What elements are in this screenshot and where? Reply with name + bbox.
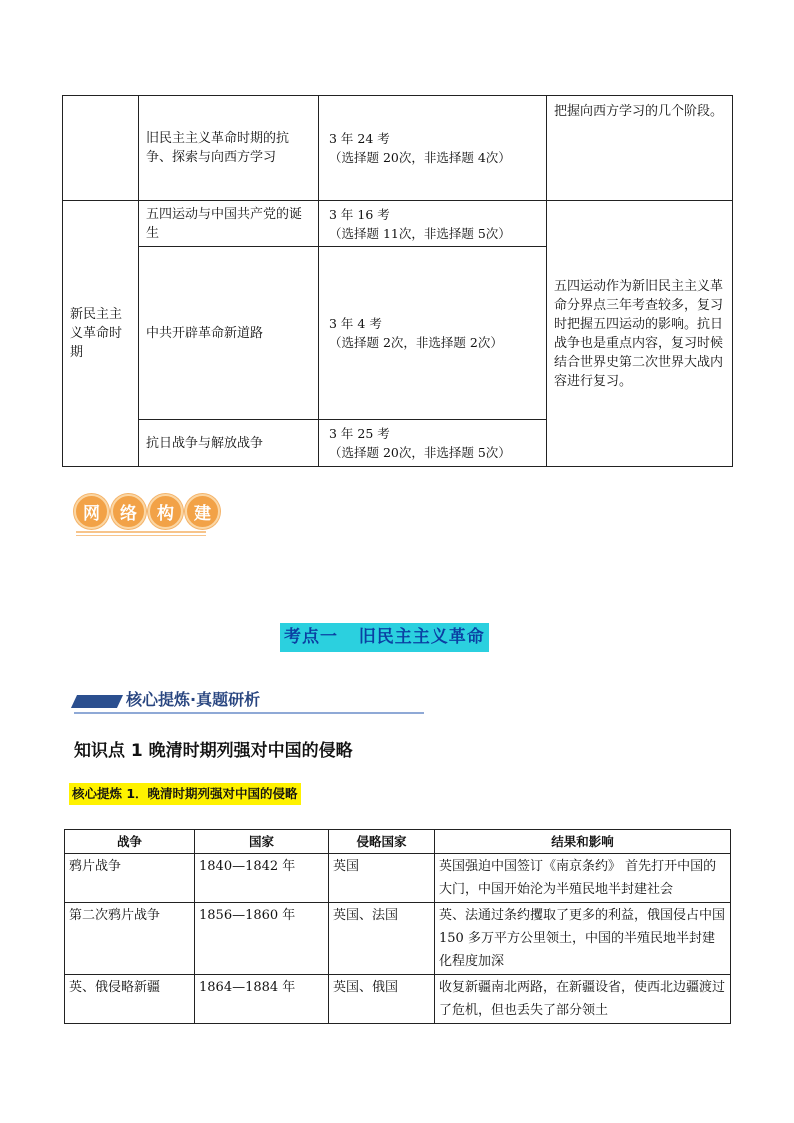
count-text: 3 年 16 考 xyxy=(329,206,390,222)
table-row xyxy=(65,975,731,1024)
result-cell: 英、法通过条约攫取了更多的利益，俄国侵占中国 150 多万平方公里领土，中国的半殖民地半封建化程度加深 xyxy=(435,903,731,975)
count-cell xyxy=(319,201,547,247)
count-cell xyxy=(319,96,547,201)
knowledge-point-title: 知识点 1 晚清时期列强对中国的侵略 xyxy=(74,741,353,761)
network-badge xyxy=(74,494,220,534)
note-cell: 把握向西方学习的几个阶段。 xyxy=(547,96,733,201)
core-header-line xyxy=(74,712,424,714)
topic-cell: 抗日战争与解放战争 xyxy=(139,420,319,467)
years-cell: 1856—1860 年 xyxy=(195,903,329,975)
count-cell xyxy=(319,420,547,467)
war-cell: 英、俄侵略新疆 xyxy=(65,975,195,1024)
period-cell: 新民主主义革命时期 xyxy=(63,201,139,467)
count-text: 3 年 4 考 xyxy=(329,316,382,331)
detail-text: （选择题 2次，非选择题 2次） xyxy=(329,335,503,350)
column-header: 侵略国家 xyxy=(329,830,435,854)
period-cell xyxy=(63,96,139,201)
core-header-text: 核心提炼·真题研析 xyxy=(126,690,261,709)
table-row xyxy=(63,96,733,201)
badge-underline xyxy=(76,531,206,533)
column-header: 国家 xyxy=(195,830,329,854)
exam-frequency-table xyxy=(62,95,733,467)
table-row xyxy=(65,903,731,975)
country-cell: 英国 xyxy=(329,854,435,903)
badge-char: 构 xyxy=(148,494,183,529)
detail-text: （选择题 20次，非选择题 4次） xyxy=(329,150,511,165)
war-cell: 鸦片战争 xyxy=(65,854,195,903)
note-cell: 五四运动作为新旧民主主义革命分界点三年考查较多，复习时把握五四运动的影响。抗日战争也是重点内容，复习时候结合世界史第二次世界大战内容进行复习。 xyxy=(547,201,733,467)
detail-text: （选择题 11次，非选择题 5次） xyxy=(329,225,511,241)
table-row xyxy=(63,201,733,247)
badge-char: 建 xyxy=(185,494,220,529)
count-text: 3 年 25 考 xyxy=(329,426,390,441)
topic-cell: 旧民主主义革命时期的抗争、探索与向西方学习 xyxy=(139,96,319,201)
core-header-block xyxy=(71,695,123,708)
result-cell: 收复新疆南北两路，在新疆设省，使西北边疆渡过了危机，但也丢失了部分领土 xyxy=(435,975,731,1024)
section-title: 考点一 旧民主主义革命 xyxy=(280,623,489,652)
badge-char: 网 xyxy=(74,494,109,529)
war-cell: 第二次鸦片战争 xyxy=(65,903,195,975)
country-cell: 英国、俄国 xyxy=(329,975,435,1024)
years-cell: 1840—1842 年 xyxy=(195,854,329,903)
detail-text: （选择题 20次，非选择题 5次） xyxy=(329,445,511,460)
badge-char: 络 xyxy=(111,494,146,529)
table-row xyxy=(65,854,731,903)
badge-underline xyxy=(76,535,206,536)
war-table xyxy=(64,829,731,1024)
count-text: 3 年 24 考 xyxy=(329,131,390,146)
country-cell: 英国、法国 xyxy=(329,903,435,975)
table-header-row xyxy=(65,830,731,854)
column-header: 战争 xyxy=(65,830,195,854)
years-cell: 1864—1884 年 xyxy=(195,975,329,1024)
result-cell: 英国强迫中国签订《南京条约》 首先打开中国的大门，中国开始沦为半殖民地半封建社会 xyxy=(435,854,731,903)
column-header: 结果和影响 xyxy=(435,830,731,854)
count-cell xyxy=(319,247,547,420)
topic-cell: 五四运动与中国共产党的诞生 xyxy=(139,201,319,247)
topic-cell: 中共开辟革命新道路 xyxy=(139,247,319,420)
core-header xyxy=(74,686,424,716)
highlight-title: 核心提炼 1．晚清时期列强对中国的侵略 xyxy=(69,783,301,805)
